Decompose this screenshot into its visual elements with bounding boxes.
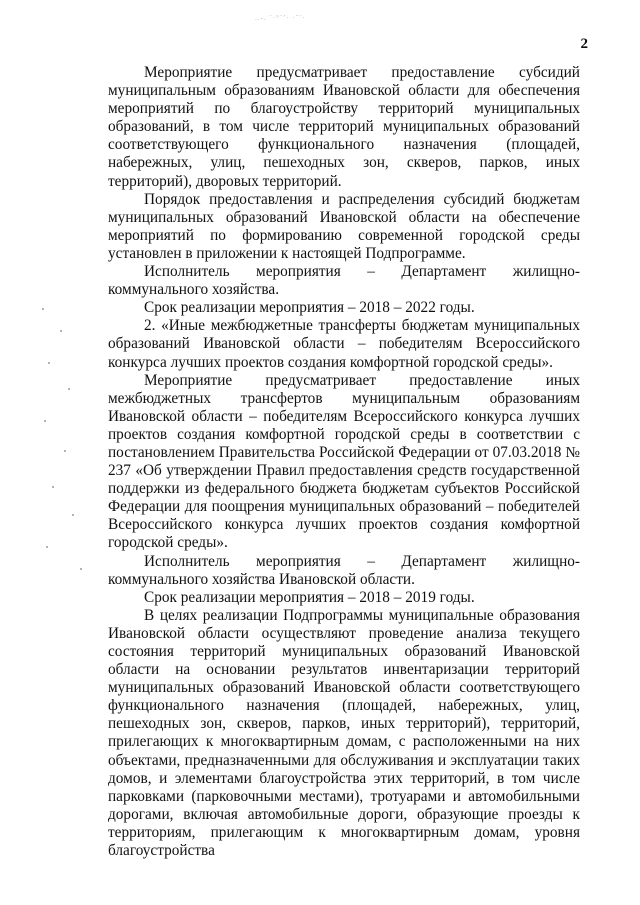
paragraph: Порядок предоставления и распределения субсидий бюджетам муниципальных образований Ивановской области на обеспечение мероприятий по формированию современной городской среды установлен в приложении к настоящей Подпрограмме. (108, 190, 580, 262)
list-item-heading: 2. «Иные межбюджетные трансферты бюджетам муниципальных образований Ивановской области – победителям Всероссийского конкурса лучших проектов создания комфортной городской среды». (108, 317, 580, 371)
paragraph: В целях реализации Подпрограммы муниципальные образования Ивановской области осуществляют проведение анализа текущего состояния территорий муниципальных образований Ивановской области на основании результатов инвентаризации территорий муниципальных образований Ивановской области соответствующего функционального назначения (площадей, набережных, улиц, пешеходных зон, скверов, парков, иных территорий), территорий, прилегающих к многоквартирным домам, с расположенными на них объектами, предназначенными для обслуживания и эксплуатации таких домов, и элементами благоустройства этих территорий, в том числе парковками (парковочными местами), тротуарами и автомобильными дорогами, включая автомобильные дороги, образующие проезды к территориям, прилегающим к многоквартирным домам, уровня благоустройства (108, 606, 580, 860)
paragraph: Срок реализации мероприятия – 2018 – 2019 годы. (144, 588, 475, 606)
margin-scan-dots (38, 300, 98, 600)
paragraph: Мероприятие предусматривает предоставление иных межбюджетных трансфертов муниципальным образованиям Ивановской области – победителям Всероссийского конкурса лучших проектов создания комфортной городской среды в соответствии с постановлением Правительства Российской Федерации от 07.03.2018 № 237 «Об утверждении Правил предоставления средств государственной поддержки из федерального бюджета бюджетам субъектов Российской Федерации для поощрения муниципальных образований – победителей Всероссийского конкурса лучших проектов создания комфортной городской среды». (108, 371, 580, 552)
scan-artifact: ..-. ¨·°¨ʼ· ·ˇ¨· (255, 14, 306, 22)
paragraph: Исполнитель мероприятия – Департамент жилищно-коммунального хозяйства. (108, 263, 580, 299)
paragraph: Исполнитель мероприятия – Департамент жилищно-коммунального хозяйства Ивановской области. (108, 552, 580, 588)
paragraph: Мероприятие предусматривает предоставление субсидий муниципальным образованиям Ивановской области для обеспечения мероприятий по благоустройству территорий муниципальных образований, в том числе территорий муниципальных образований соответствующего функционального назначения (площадей, набережных, улиц, пешеходных зон, скверов, парков, иных территорий), дворовых территорий. (108, 64, 580, 190)
paragraph: Срок реализации мероприятия – 2018 – 2022 годы. (144, 299, 475, 317)
document-body (108, 64, 580, 860)
page-number: 2 (580, 36, 588, 52)
